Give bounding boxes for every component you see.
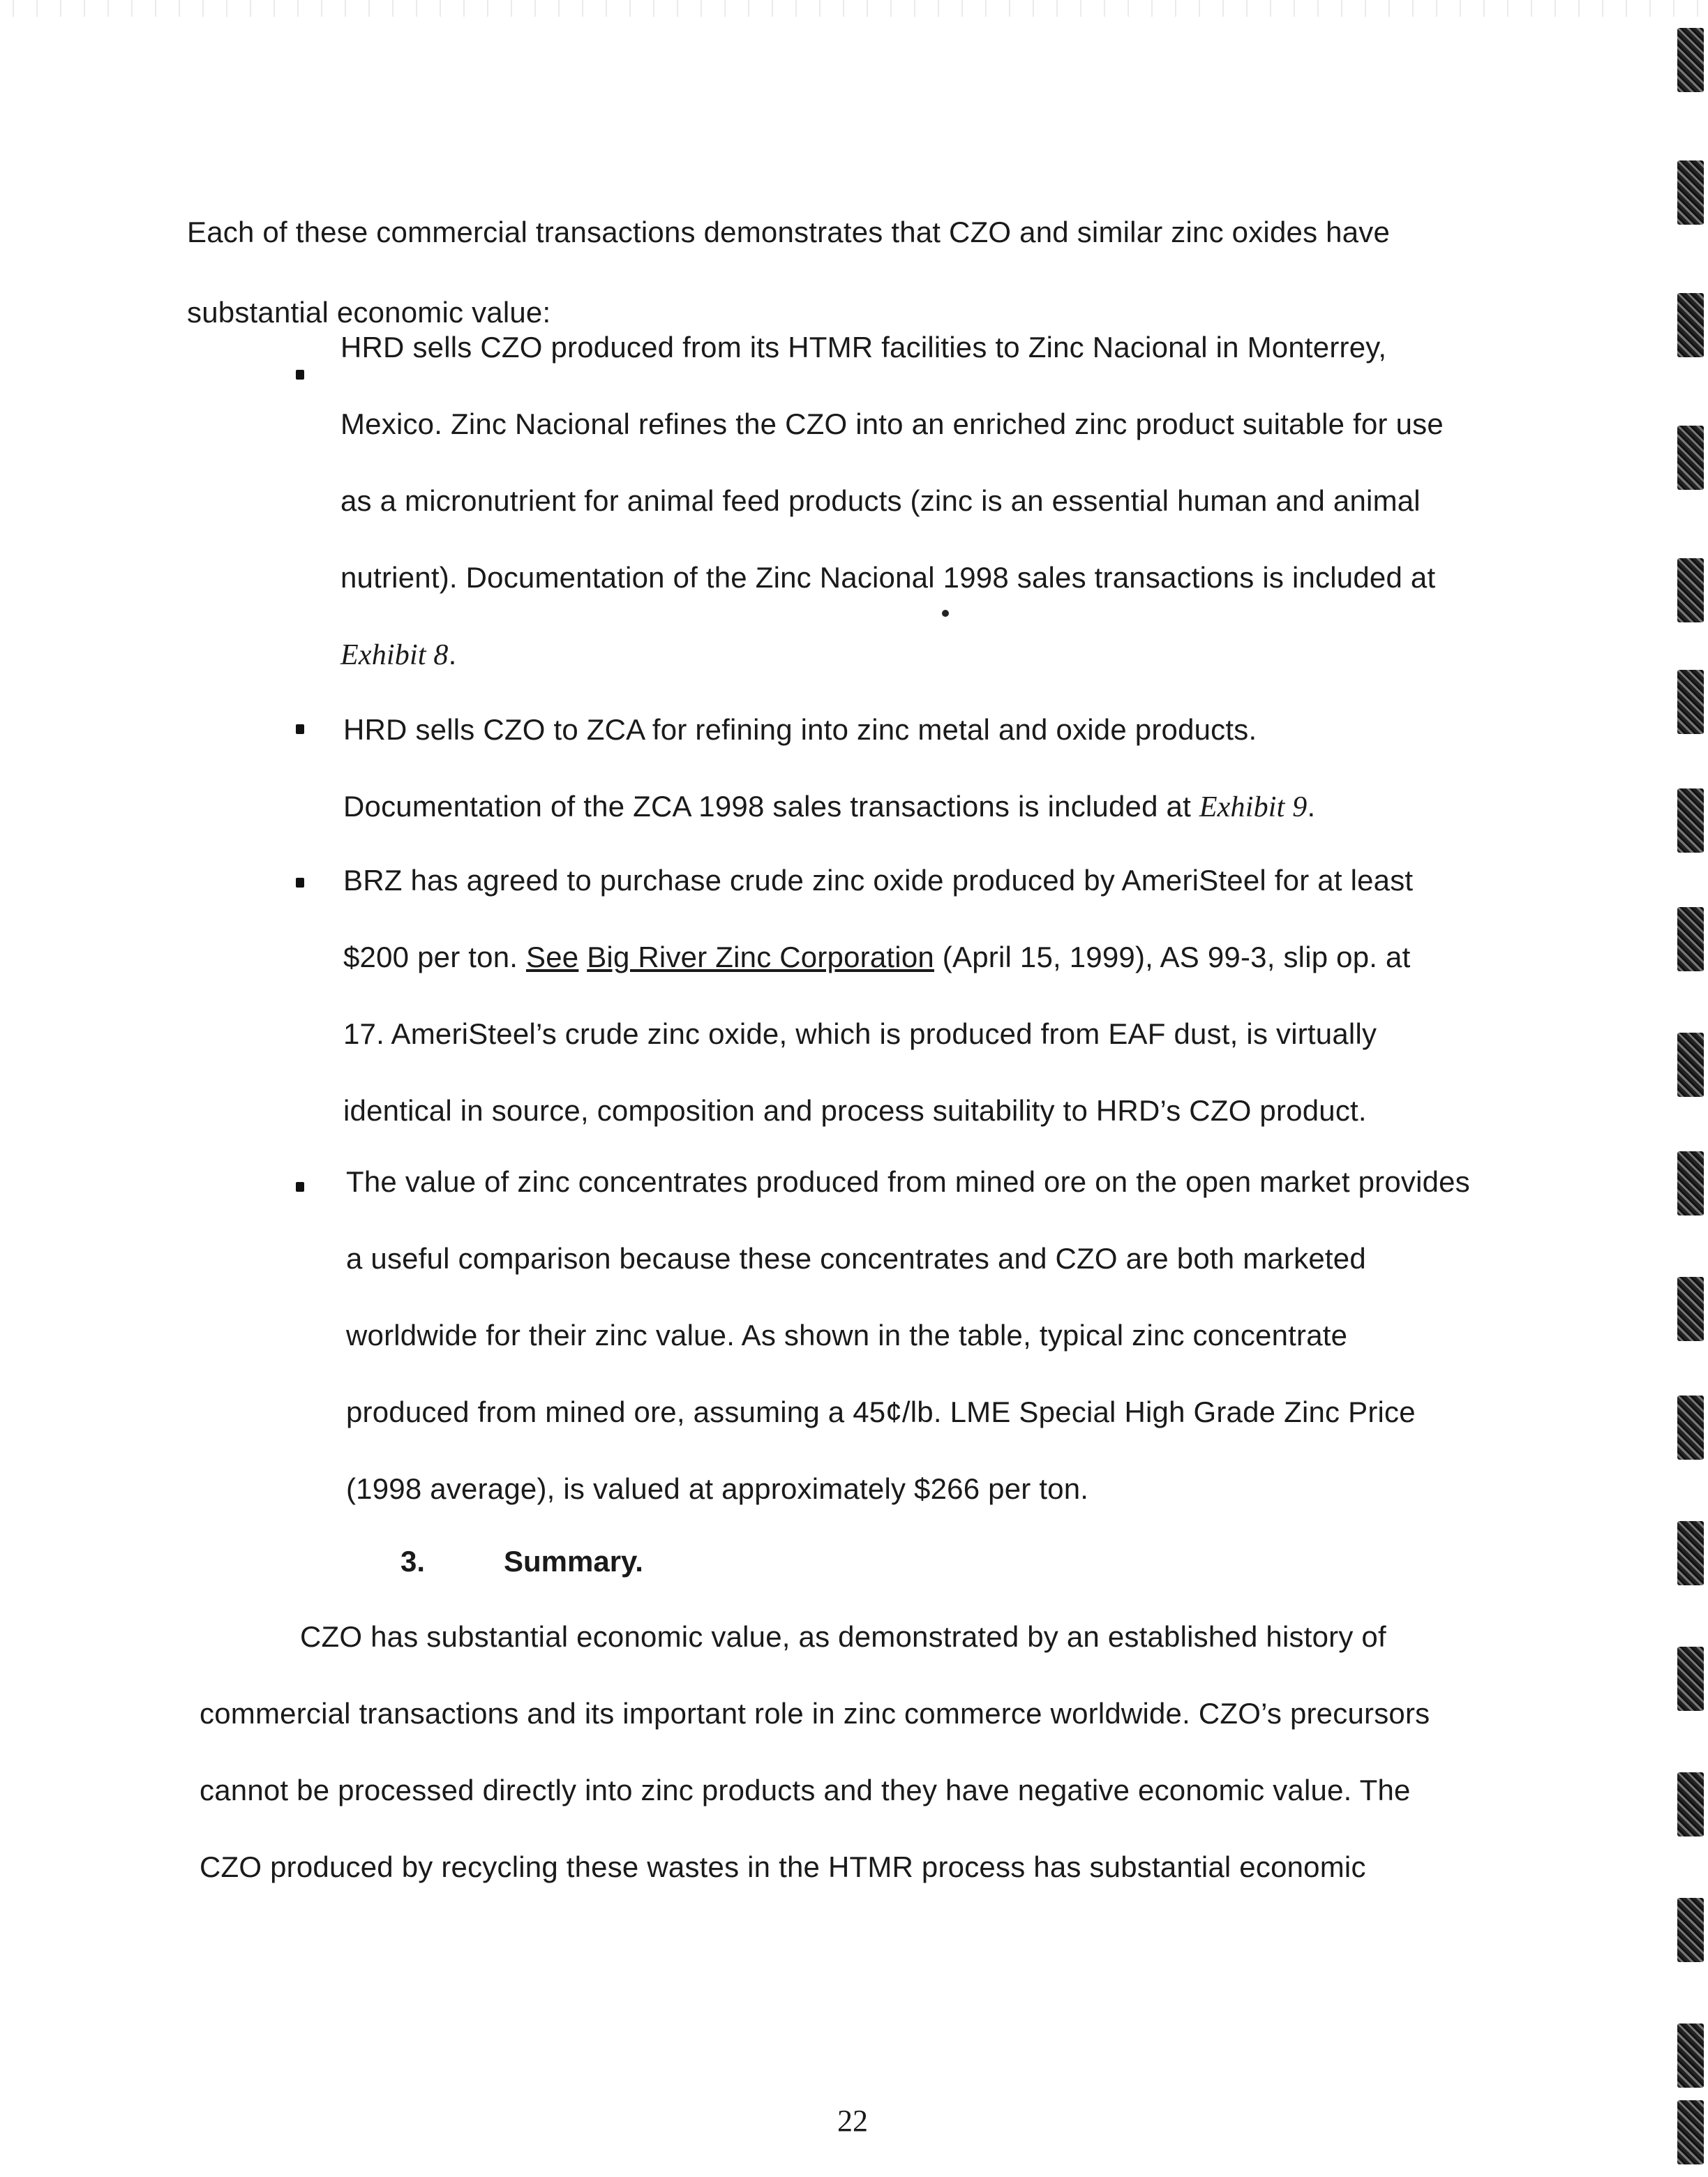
exhibit-8-period: . xyxy=(448,638,457,671)
bullet-2-line-1: HRD sells CZO to ZCA for refining into zinc metal and oxide products. xyxy=(343,713,1257,746)
bullet-1-line-1: HRD sells CZO produced from its HTMR facilities to Zinc Nacional in Monterrey, xyxy=(340,331,1387,364)
exhibit-8-reference: Exhibit 8 xyxy=(340,639,449,671)
bullet-marker-1 xyxy=(296,370,304,380)
scan-registration-mark xyxy=(1677,1647,1704,1711)
exhibit-9-reference: Exhibit 9 xyxy=(1199,791,1308,823)
see-signal: See xyxy=(526,941,579,973)
bullet-1-line-4: nutrient). Documentation of the Zinc Nacional 1998 sales transactions is included at xyxy=(340,561,1436,594)
scan-registration-mark xyxy=(1677,2100,1704,2164)
bullet-marker-4 xyxy=(296,1182,304,1192)
scan-registration-mark xyxy=(1677,426,1704,490)
bullet-2-line-2-text: Documentation of the ZCA 1998 sales transactions is included at xyxy=(343,790,1199,823)
scan-registration-mark xyxy=(1677,1772,1704,1836)
case-citation: Big River Zinc Corporation xyxy=(587,941,934,973)
scan-registration-mark xyxy=(1677,1898,1704,1962)
scan-registration-mark xyxy=(1677,558,1704,622)
summary-line-1: CZO has substantial economic value, as demonstrated by an established history of xyxy=(300,1620,1386,1653)
bullet-4-line-5: (1998 average), is valued at approximately $266 per ton. xyxy=(346,1472,1089,1505)
bullet-marker-3 xyxy=(296,878,304,888)
scan-registration-mark xyxy=(1677,1033,1704,1097)
bullet-1-line-3: as a micronutrient for animal feed products (zinc is an essential human and animal xyxy=(340,484,1421,517)
bullet-3-line-2 xyxy=(343,938,1410,977)
summary-line-3: cannot be processed directly into zinc products and they have negative economic value. The xyxy=(200,1774,1411,1806)
exhibit-9-period: . xyxy=(1307,790,1316,823)
scan-noise-top xyxy=(0,0,1708,17)
page-number: 22 xyxy=(837,2104,868,2138)
scan-registration-mark xyxy=(1677,1396,1704,1460)
bullet-1-line-2: Mexico. Zinc Nacional refines the CZO into an enriched zinc product suitable for use xyxy=(340,407,1444,440)
bullet-4-line-1: The value of zinc concentrates produced from mined ore on the open market provides xyxy=(346,1165,1470,1198)
scan-registration-mark xyxy=(1677,1521,1704,1585)
section-number: 3. xyxy=(400,1545,426,1578)
summary-line-2: commercial transactions and its important role in zinc commerce worldwide. CZO’s precursors xyxy=(200,1697,1430,1730)
bullet-3-line-3: 17. AmeriSteel’s crude zinc oxide, which is produced from EAF dust, is virtually xyxy=(343,1017,1377,1050)
bullet-4-line-3: worldwide for their zinc value. As shown in the table, typical zinc concentrate xyxy=(346,1319,1348,1352)
bullet-4-line-2: a useful comparison because these concentrates and CZO are both marketed xyxy=(346,1242,1366,1275)
scan-registration-mark xyxy=(1677,670,1704,734)
bullet-4-line-4: produced from mined ore, assuming a 45¢/lb. LME Special High Grade Zinc Price xyxy=(346,1396,1416,1428)
intro-line-2: substantial economic value: xyxy=(187,296,551,329)
bullet-3-line-2-suffix: (April 15, 1999), AS 99-3, slip op. at xyxy=(934,941,1411,973)
summary-line-4: CZO produced by recycling these wastes in the HTMR process has substantial economic xyxy=(200,1850,1366,1883)
scan-registration-mark xyxy=(1677,1277,1704,1341)
scan-registration-mark xyxy=(1677,788,1704,853)
scan-speck xyxy=(942,610,949,617)
scan-registration-mark xyxy=(1677,2023,1704,2088)
scan-registration-mark xyxy=(1677,293,1704,357)
intro-line-1: Each of these commercial transactions demonstrates that CZO and similar zinc oxides have xyxy=(187,216,1391,248)
scan-registration-mark xyxy=(1677,1151,1704,1215)
bullet-3-line-4: identical in source, composition and process suitability to HRD’s CZO product. xyxy=(343,1094,1367,1127)
bullet-2-line-2 xyxy=(343,787,1315,827)
bullet-marker-2 xyxy=(296,724,304,734)
scan-registration-mark xyxy=(1677,160,1704,225)
scan-registration-mark xyxy=(1677,28,1704,92)
section-title: Summary. xyxy=(504,1545,643,1578)
bullet-3-line-1: BRZ has agreed to purchase crude zinc oxide produced by AmeriSteel for at least xyxy=(343,864,1414,897)
bullet-3-line-2-prefix: $200 per ton. xyxy=(343,941,526,973)
bullet-1-line-5 xyxy=(340,635,456,675)
scan-registration-mark xyxy=(1677,907,1704,971)
